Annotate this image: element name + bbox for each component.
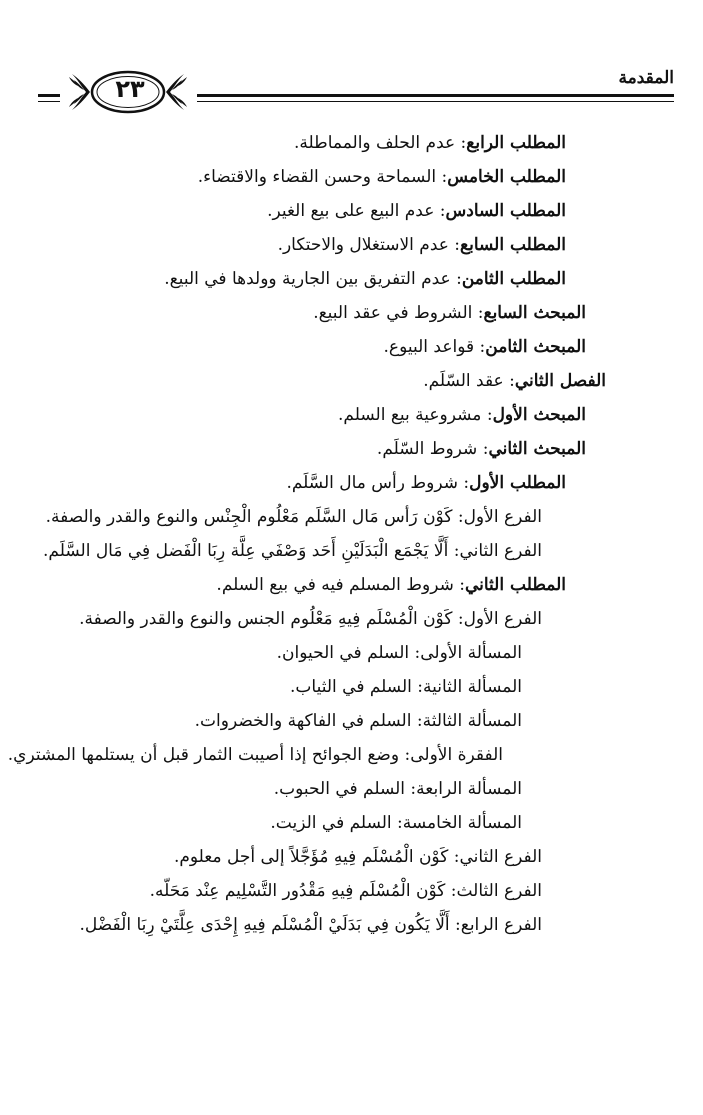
toc-line-text: السلم في الثياب. xyxy=(290,677,412,697)
toc-line: المسألة الثانية: السلم في الثياب. xyxy=(290,677,522,697)
toc-line-label: المطلب الرابع xyxy=(466,133,566,153)
toc-line: الفرع الأول: كَوْن الْمُسْلَم فِيهِ مَعْلُوم الجنس والنوع والقدر والصفة. xyxy=(79,609,542,629)
toc-line-label: المبحث السابع xyxy=(483,303,586,323)
toc-line-label: المطلب الخامس xyxy=(447,167,566,187)
toc-line: المطلب الرابع: عدم الحلف والمماطلة. xyxy=(294,133,566,153)
header-rule-thin xyxy=(197,101,674,102)
toc-line-label: المسألة الثانية xyxy=(423,677,522,697)
toc-line-label: الفرع الثاني xyxy=(459,541,542,561)
toc-line: المبحث الثامن: قواعد البيوع. xyxy=(383,337,586,357)
toc-line-label: المطلب السادس xyxy=(445,201,566,221)
toc-line-text: شروط السّلَم. xyxy=(376,439,478,459)
toc-line: الفرع الثاني: كَوْن الْمُسْلَم فِيهِ مُؤَجَّلاً إلى أجل معلوم. xyxy=(173,847,542,867)
page-number: ٢٣ xyxy=(115,75,145,103)
toc-line-label: المبحث الثامن xyxy=(485,337,586,357)
toc-line-text: كَوْن الْمُسْلَم فِيهِ مَقْدُور التَّسْلِيم عِنْد مَحَلّه. xyxy=(149,881,446,901)
toc-line-label: الفرع الأول xyxy=(463,609,542,629)
toc-line: المطلب الثامن: عدم التفريق بين الجارية وولدها في البيع. xyxy=(164,269,566,289)
running-title: المقدمة xyxy=(618,68,674,88)
toc-line-label: المطلب الأول xyxy=(469,473,566,493)
toc-line: الفقرة الأولى: وضع الجوائح إذا أصيبت الثمار قبل أن يستلمها المشتري. xyxy=(7,745,503,765)
toc-line-label: المسألة الرابعة xyxy=(416,779,522,799)
page-header xyxy=(38,66,674,126)
toc-line: المطلب الأول: شروط رأس مال السَّلَم. xyxy=(286,473,566,493)
toc-line: المسألة الثالثة: السلم في الفاكهة والخضروات. xyxy=(194,711,522,731)
toc-line-text: شروط رأس مال السَّلَم. xyxy=(286,473,458,493)
toc-line-text: عدم الحلف والمماطلة. xyxy=(294,133,456,153)
toc-line-text: وضع الجوائح إذا أصيبت الثمار قبل أن يستلمها المشتري. xyxy=(7,745,400,765)
toc-line-label: الفرع الرابع xyxy=(460,915,542,935)
toc-line: المبحث السابع: الشروط في عقد البيع. xyxy=(313,303,586,323)
toc-line: المطلب الثاني: شروط المسلم فيه في بيع السلم. xyxy=(216,575,566,595)
toc-line-label: المطلب الثاني xyxy=(464,575,566,595)
toc-line: الفرع الأول: كَوْن رَأس مَال السَّلَم مَعْلُوم الْجِنْس والنوع والقدر والصفة. xyxy=(45,507,542,527)
toc-line-text: السلم في الزيت. xyxy=(270,813,392,833)
toc-line: المطلب السابع: عدم الاستغلال والاحتكار. xyxy=(277,235,566,255)
toc-line-label: المبحث الأول xyxy=(492,405,586,425)
toc-line-label: المسألة الخامسة xyxy=(402,813,522,833)
toc-line-text: عقد السّلَم. xyxy=(423,371,504,391)
toc-line: المسألة الأولى: السلم في الحيوان. xyxy=(276,643,522,663)
toc-line-label: المسألة الأولى xyxy=(420,643,522,663)
toc-line-text: عدم الاستغلال والاحتكار. xyxy=(277,235,449,255)
toc-line-text: أَلَّا يَكُون فِي بَدَلَيْ الْمُسْلَم فِيهِ إِحْدَى عِلَّتَيْ رِبَا الْفَضْل. xyxy=(79,915,450,935)
toc-line: المسألة الخامسة: السلم في الزيت. xyxy=(270,813,522,833)
toc-line: المسألة الرابعة: السلم في الحبوب. xyxy=(273,779,522,799)
toc-line-text: كَوْن الْمُسْلَم فِيهِ مُؤَجَّلاً إلى أجل معلوم. xyxy=(173,847,449,867)
toc-line-text: شروط المسلم فيه في بيع السلم. xyxy=(216,575,454,595)
toc-line-text: السلم في الفاكهة والخضروات. xyxy=(194,711,412,731)
toc-line: الفرع الثاني: أَلَّا يَجْمَع الْبَدَلَيْنِ أَحَد وَصْفَي عِلَّة رِبَا الْفَضل فِي مَال السَّلَم. xyxy=(43,541,542,561)
toc-line-text: عدم التفريق بين الجارية وولدها في البيع. xyxy=(164,269,451,289)
toc-line-text: السماحة وحسن القضاء والاقتضاء. xyxy=(197,167,437,187)
toc-line-label: المطلب الثامن xyxy=(461,269,566,289)
toc-line-text: أَلَّا يَجْمَع الْبَدَلَيْنِ أَحَد وَصْفَي عِلَّة رِبَا الْفَضل فِي مَال السَّلَم. xyxy=(43,541,449,561)
toc-line-label: المسألة الثالثة xyxy=(422,711,522,731)
toc-line-label: المطلب السابع xyxy=(460,235,566,255)
header-rule-thick xyxy=(197,94,674,97)
header-left-rule-thin xyxy=(38,101,60,102)
toc-line-text: كَوْن رَأس مَال السَّلَم مَعْلُوم الْجِنْس والنوع والقدر والصفة. xyxy=(45,507,453,527)
toc-line-label: الفرع الثالث xyxy=(456,881,542,901)
toc-line-label: الفصل الثاني xyxy=(514,371,606,391)
toc-line-text: قواعد البيوع. xyxy=(383,337,475,357)
toc-line-text: السلم في الحبوب. xyxy=(273,779,406,799)
header-left-rule-thick xyxy=(38,94,60,97)
table-of-contents xyxy=(7,126,606,942)
toc-line-label: الفقرة الأولى xyxy=(410,745,503,765)
toc-line-label: الفرع الأول xyxy=(463,507,542,527)
toc-line-label: الفرع الثاني xyxy=(459,847,542,867)
toc-line: المبحث الأول: مشروعية بيع السلم. xyxy=(338,405,586,425)
toc-line-text: مشروعية بيع السلم. xyxy=(338,405,482,425)
toc-line-label: المبحث الثاني xyxy=(488,439,586,459)
toc-line-text: الشروط في عقد البيع. xyxy=(313,303,473,323)
toc-line-text: السلم في الحيوان. xyxy=(276,643,410,663)
toc-line: المطلب الخامس: السماحة وحسن القضاء والاقتضاء. xyxy=(197,167,566,187)
toc-line: الفرع الثالث: كَوْن الْمُسْلَم فِيهِ مَقْدُور التَّسْلِيم عِنْد مَحَلّه. xyxy=(149,881,542,901)
toc-line: الفرع الرابع: أَلَّا يَكُون فِي بَدَلَيْ الْمُسْلَم فِيهِ إِحْدَى عِلَّتَيْ رِبَا الْفَضْل. xyxy=(79,915,542,935)
toc-line: المطلب السادس: عدم البيع على بيع الغير. xyxy=(267,201,566,221)
toc-line: المبحث الثاني: شروط السّلَم. xyxy=(376,439,586,459)
toc-line-text: عدم البيع على بيع الغير. xyxy=(267,201,435,221)
toc-line: الفصل الثاني: عقد السّلَم. xyxy=(423,371,606,391)
toc-line-text: كَوْن الْمُسْلَم فِيهِ مَعْلُوم الجنس والنوع والقدر والصفة. xyxy=(79,609,453,629)
